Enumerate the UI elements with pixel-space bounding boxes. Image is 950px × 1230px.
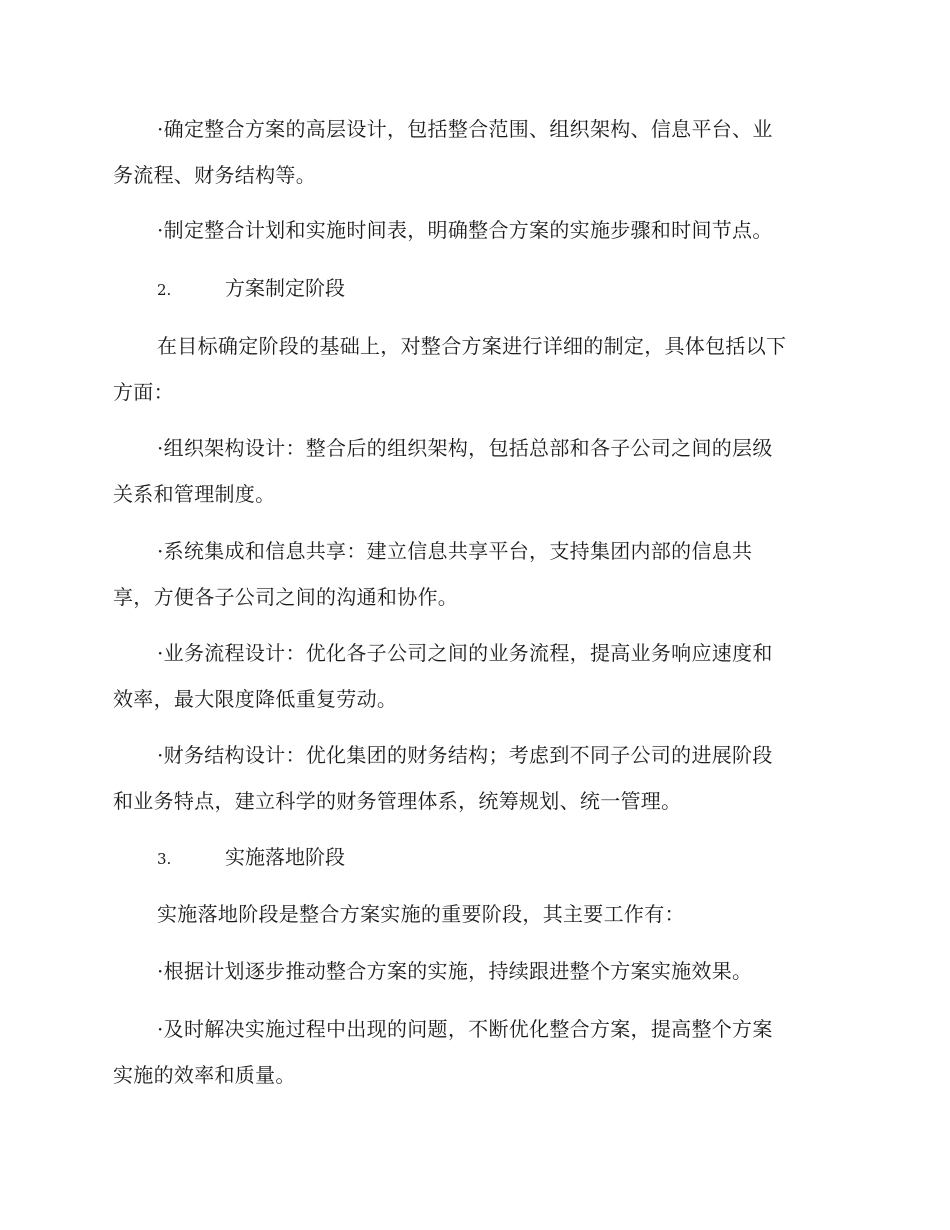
text-line: 关系和管理制度。 xyxy=(113,482,276,506)
text-line: ·系统集成和信息共享：建立信息共享平台，支持集团内部的信息共 xyxy=(157,539,753,563)
section-heading xyxy=(157,265,345,313)
intro-paragraph xyxy=(113,323,833,415)
bullet-paragraph xyxy=(113,106,833,198)
text-line: ·制定整合计划和实施时间表，明确整合方案的实施步骤和时间节点。 xyxy=(157,218,773,242)
text-line: 实施的效率和质量。 xyxy=(113,1063,296,1087)
bullet-paragraph xyxy=(113,207,833,253)
text-line: 实施落地阶段是整合方案实施的重要阶段，其主要工作有： xyxy=(157,902,685,926)
text-line: ·业务流程设计：优化各子公司之间的业务流程，提高业务响应速度和 xyxy=(157,641,773,665)
text-line: ·财务结构设计：优化集团的财务结构；考虑到不同子公司的进展阶段 xyxy=(157,743,773,767)
text-line: 享，方便各子公司之间的沟通和协作。 xyxy=(113,585,459,609)
bullet-paragraph xyxy=(113,425,833,517)
text-line: 在目标确定阶段的基础上，对整合方案进行详细的制定，具体包括以下 xyxy=(157,334,787,358)
section-number: 2. xyxy=(157,281,172,299)
text-line: 方面： xyxy=(113,380,174,404)
section-title: 方案制定阶段 xyxy=(225,276,345,300)
text-line: ·根据计划逐步推动整合方案的实施，持续跟进整个方案实施效果。 xyxy=(157,959,753,983)
section-title: 实施落地阶段 xyxy=(225,845,345,869)
bullet-paragraph xyxy=(113,630,833,722)
bullet-paragraph xyxy=(113,528,833,620)
text-line: 效率，最大限度降低重复劳动。 xyxy=(113,687,398,711)
bullet-paragraph xyxy=(113,948,833,994)
text-line: ·确定整合方案的高层设计，包括整合范围、组织架构、信息平台、业 xyxy=(157,117,773,141)
text-line: 务流程、财务结构等。 xyxy=(113,163,316,187)
text-line: ·及时解决实施过程中出现的问题，不断优化整合方案，提高整个方案 xyxy=(157,1017,773,1041)
bullet-paragraph xyxy=(113,1006,833,1098)
intro-paragraph xyxy=(113,891,833,937)
text-line: 和业务特点，建立科学的财务管理体系，统筹规划、统一管理。 xyxy=(113,789,682,813)
section-heading xyxy=(157,834,345,882)
text-line: ·组织架构设计：整合后的组织架构，包括总部和各子公司之间的层级 xyxy=(157,436,773,460)
section-number: 3. xyxy=(157,850,172,868)
bullet-paragraph xyxy=(113,732,833,824)
